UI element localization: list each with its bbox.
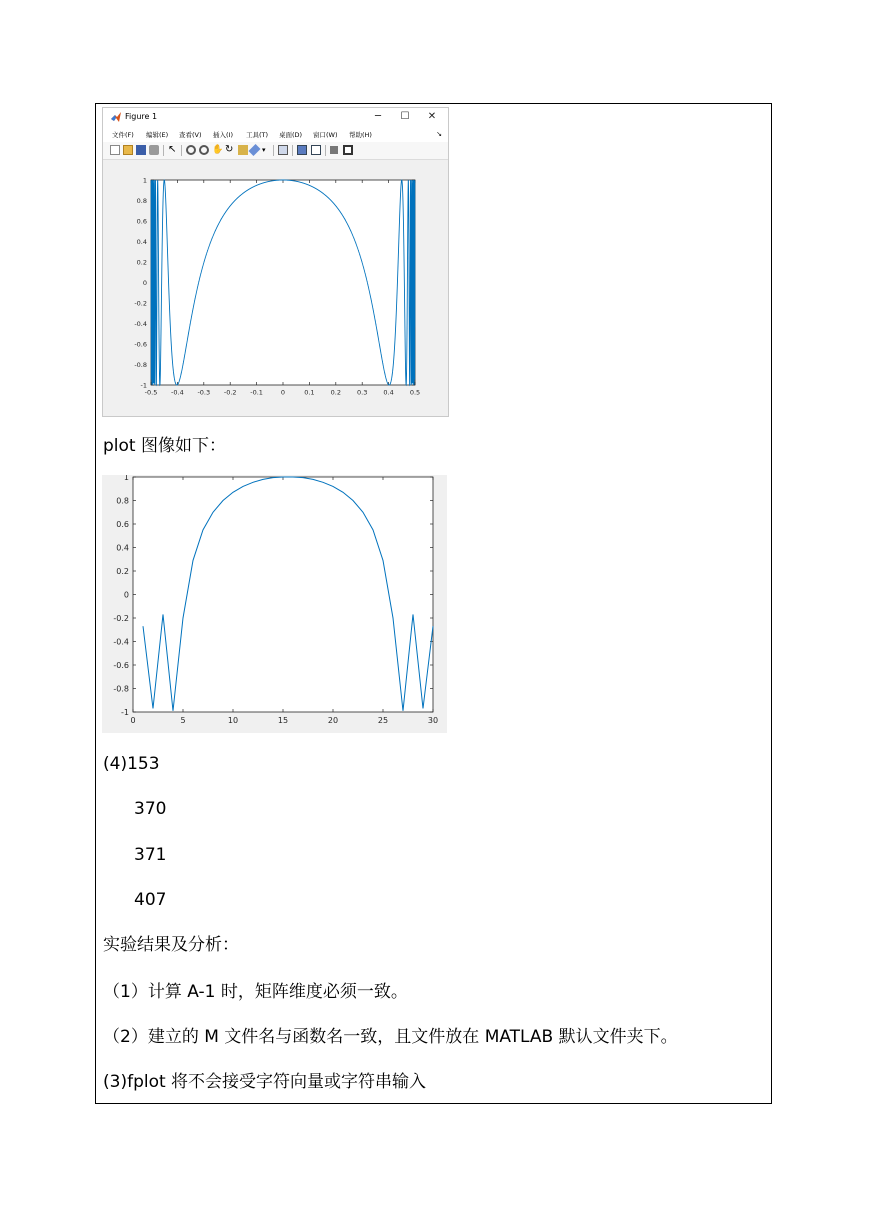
fig1-xtick-label: 0 xyxy=(280,388,286,397)
menu-insert[interactable]: 插入(I) xyxy=(213,131,233,139)
matlab-logo-icon xyxy=(111,112,121,122)
menu-desktop[interactable]: 桌面(D) xyxy=(279,131,303,139)
fig1-ytick-label: 0.8 xyxy=(136,196,147,205)
plot2-ytick-label: -0.8 xyxy=(113,684,129,694)
figure-1-chart xyxy=(103,160,448,416)
analysis-heading: 实验结果及分析： xyxy=(103,935,239,955)
colorbar-icon[interactable] xyxy=(297,145,307,155)
plot2-axes-box xyxy=(133,477,433,712)
plot2-ytick-label: 0.8 xyxy=(116,496,129,506)
close-button[interactable]: ✕ xyxy=(427,111,437,122)
brush-icon[interactable] xyxy=(248,144,260,156)
fig1-xtick-label: 0.2 xyxy=(330,388,341,397)
fig1-ytick-label: 1 xyxy=(142,176,147,185)
link-plot-icon[interactable] xyxy=(278,145,288,155)
plot2-ytick-label: 0.6 xyxy=(116,519,129,529)
save-icon[interactable] xyxy=(136,145,146,155)
fig1-ytick-label: -0.8 xyxy=(134,360,147,369)
figure-menubar xyxy=(103,128,448,142)
analysis-item-1: （1）计算 A-1 时，矩阵维度必须一致。 xyxy=(103,982,408,1002)
plot2-ytick-label: -0.6 xyxy=(113,660,129,670)
figure-title: Figure 1 xyxy=(125,112,158,121)
result-item-2: 370 xyxy=(134,799,167,819)
result-item-3: 371 xyxy=(134,845,167,865)
legend-icon[interactable] xyxy=(311,145,321,155)
fig1-xtick-label: 0.5 xyxy=(409,388,421,397)
menu-help[interactable]: 帮助(H) xyxy=(349,131,372,139)
result-item-label: (4)153 xyxy=(103,754,160,774)
fig1-ytick-label: -0.4 xyxy=(134,319,147,328)
plot2-xtick-label: 0 xyxy=(130,716,136,725)
fig1-xtick-label: -0.1 xyxy=(250,388,263,397)
data-cursor-icon[interactable] xyxy=(238,145,248,155)
analysis-item-2: （2）建立的 M 文件名与函数名一致，且文件放在 MATLAB 默认文件夹下。 xyxy=(103,1027,678,1047)
zoom-out-icon[interactable] xyxy=(199,145,209,155)
fig1-ytick-label: 0 xyxy=(142,278,147,287)
minimize-button[interactable]: ─ xyxy=(374,111,382,122)
fig1-ytick-label: 0.2 xyxy=(136,258,147,267)
fig1-xtick-label: -0.4 xyxy=(171,388,184,397)
plot2-ytick-label: -1 xyxy=(121,707,129,717)
hide-plot-tools-icon[interactable] xyxy=(330,146,338,154)
menu-edit[interactable]: 编辑(E) xyxy=(146,131,169,139)
maximize-button[interactable]: ☐ xyxy=(400,111,410,122)
plot2-ytick-label: 1 xyxy=(123,475,129,482)
plot-2-panel xyxy=(102,475,447,733)
fig1-xtick-label: 0.4 xyxy=(383,388,394,397)
plot2-ytick-label: 0.2 xyxy=(116,566,129,576)
plot2-xtick-label: 10 xyxy=(227,716,239,725)
open-folder-icon[interactable] xyxy=(123,145,133,155)
plot2-xtick-label: 5 xyxy=(180,716,186,725)
dropdown-arrow-icon[interactable]: ▾ xyxy=(262,146,266,154)
fig1-xtick-label: 0.1 xyxy=(304,388,315,397)
fig1-ytick-label: -0.2 xyxy=(134,299,147,308)
plot2-xtick-label: 20 xyxy=(327,716,339,725)
fig1-ytick-label: 0.4 xyxy=(136,237,147,246)
fig1-xtick-label: -0.5 xyxy=(144,388,158,397)
figure-window xyxy=(102,107,449,417)
menu-window[interactable]: 窗口(W) xyxy=(313,131,338,139)
plot2-xtick-label: 30 xyxy=(427,716,439,725)
plot-caption: plot 图像如下： xyxy=(103,436,226,456)
print-icon[interactable] xyxy=(149,145,159,155)
menu-file[interactable]: 文件(F) xyxy=(112,131,134,139)
analysis-item-3: (3)fplot 将不会接受字符向量或字符串输入 xyxy=(103,1072,427,1092)
result-item-4: 407 xyxy=(134,890,167,910)
fig1-xtick-label: -0.2 xyxy=(223,388,237,397)
fig1-ytick-label: 0.6 xyxy=(136,217,147,226)
menu-overflow-icon[interactable]: ↘ xyxy=(436,130,442,138)
plot2-xtick-label: 25 xyxy=(377,716,389,725)
rotate-3d-icon[interactable]: ↻ xyxy=(225,144,234,155)
figure-toolbar xyxy=(103,142,448,160)
show-plot-tools-icon[interactable] xyxy=(343,145,353,155)
plot2-ytick-label: -0.4 xyxy=(113,637,129,647)
menu-tools[interactable]: 工具(T) xyxy=(246,131,269,139)
pan-hand-icon[interactable]: ✋ xyxy=(212,145,224,155)
fig1-axes-box xyxy=(151,180,415,385)
plot2-ytick-label: 0.4 xyxy=(116,543,129,553)
zoom-in-icon[interactable] xyxy=(186,145,196,155)
plot2-xtick-label: 15 xyxy=(277,716,289,725)
fig1-ytick-label: -0.6 xyxy=(134,340,147,349)
fig1-xtick-label: -0.3 xyxy=(197,388,211,397)
new-file-icon[interactable] xyxy=(110,145,120,155)
plot2-ytick-label: 0 xyxy=(123,590,129,600)
fig1-ytick-label: -1 xyxy=(140,381,147,390)
plot2-ytick-label: -0.2 xyxy=(113,613,129,623)
fig1-xtick-label: 0.3 xyxy=(357,388,368,397)
menu-view[interactable]: 查看(V) xyxy=(179,131,202,139)
figure-titlebar xyxy=(103,108,448,128)
plot-2-chart xyxy=(102,475,447,733)
pointer-icon[interactable]: ↖ xyxy=(168,144,177,155)
